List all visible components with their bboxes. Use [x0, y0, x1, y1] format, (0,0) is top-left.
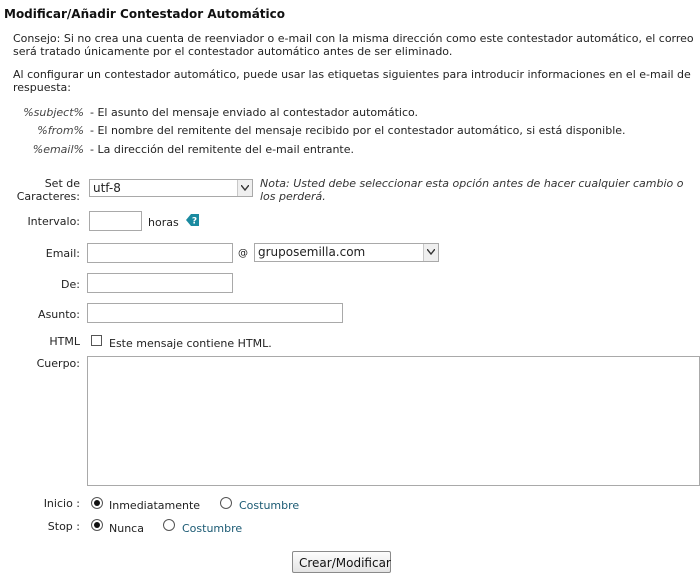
start-label: Inicio :	[43, 497, 80, 510]
submit-button[interactable]: Crear/Modificar	[292, 551, 391, 573]
tags-intro: Al configurar un contestador automático, puede usar las etiquetas siguientes para introducir informaciones en el e-mail de respuesta:	[13, 68, 691, 94]
start-immediately-label: Inmediatamente	[109, 499, 201, 512]
tag-name: %email%	[32, 143, 84, 156]
tag-description: - El nombre del remitente del mensaje recibido por el contestador automático, si está disponible.	[90, 124, 626, 137]
email-input[interactable]	[87, 243, 233, 263]
stop-custom-label[interactable]: Costumbre	[182, 522, 243, 535]
start-immediately-radio[interactable]	[91, 497, 103, 509]
html-checkbox[interactable]	[91, 335, 102, 346]
tip-text: Consejo: Si no crea una cuenta de reenviador o e-mail con la misma dirección como este contestador automático, el correo será tratado únicamente por el contestador automático antes de ser eliminado.	[13, 32, 694, 58]
charset-select[interactable]	[89, 179, 253, 197]
interval-input[interactable]	[89, 211, 142, 231]
html-label: HTML	[49, 335, 80, 348]
stop-custom-radio[interactable]	[163, 519, 175, 531]
stop-never-radio[interactable]	[91, 519, 103, 531]
body-textarea[interactable]	[87, 356, 700, 486]
svg-text:?: ?	[191, 216, 198, 226]
start-custom-radio[interactable]	[220, 497, 232, 509]
stop-never-label: Nunca	[109, 522, 144, 535]
charset-label-line1: Set de	[44, 177, 80, 190]
from-label: De:	[61, 278, 80, 291]
domain-select[interactable]	[254, 243, 439, 262]
start-custom-label[interactable]: Costumbre	[239, 499, 300, 512]
from-input[interactable]	[87, 273, 233, 293]
subject-input[interactable]	[87, 303, 343, 323]
domain-selected-value: gruposemilla.com	[258, 245, 366, 259]
at-sign: @	[238, 248, 248, 259]
stop-label: Stop :	[47, 520, 80, 533]
chevron-down-icon	[423, 244, 438, 261]
help-icon[interactable]	[186, 214, 199, 229]
subject-label: Asunto:	[38, 308, 80, 321]
interval-unit: horas	[148, 216, 179, 229]
charset-note: Nota: Usted debe seleccionar esta opción antes de hacer cualquier cambio o los perderá.	[260, 177, 684, 203]
email-label: Email:	[45, 247, 80, 260]
tag-description: - El asunto del mensaje enviado al contestador automático.	[90, 106, 419, 119]
charset-label-line2: Caracteres:	[16, 190, 80, 203]
page-title: Modificar/Añadir Contestador Automático	[4, 7, 286, 21]
body-label: Cuerpo:	[36, 357, 80, 370]
tag-description: - La dirección del remitente del e-mail entrante.	[90, 143, 354, 156]
interval-label: Intervalo:	[27, 215, 80, 228]
charset-selected-value: utf-8	[93, 181, 121, 195]
tag-name: %subject%	[23, 106, 84, 119]
chevron-down-icon	[237, 180, 252, 196]
tag-name: %from%	[37, 124, 84, 137]
html-checkbox-label: Este mensaje contiene HTML.	[109, 337, 272, 350]
